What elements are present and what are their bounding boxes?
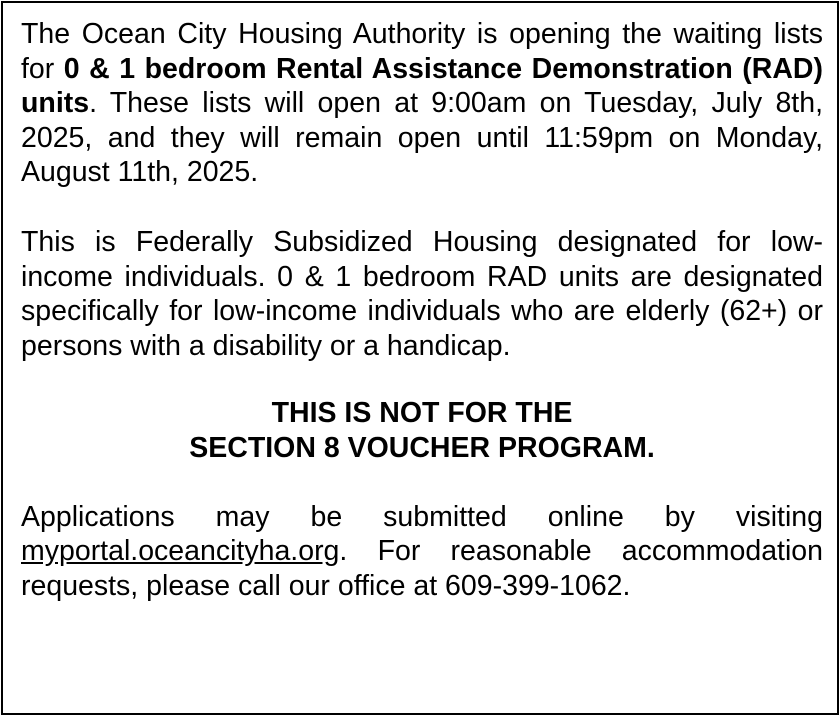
waiting-list-paragraph [21, 17, 823, 190]
waiting-list-dates: . These lists will open at 9:00am on Tuesday, July 8th, 2025, and they will remain open until 11:59pm on Monday, August 11th, 2025. [21, 87, 823, 189]
eligibility-paragraph: This is Federally Subsidized Housing designated for low-income individuals. 0 & 1 bedroom RAD units are designated specifically for low-income individuals who are elderly (62+) or persons with a disability or a handicap. [21, 225, 823, 362]
not-section8-line1: THIS IS NOT FOR THE [271, 397, 573, 430]
portal-link[interactable]: myportal.oceancityha.org [21, 535, 340, 568]
spacer [21, 363, 823, 396]
spacer [21, 190, 823, 225]
notice-content [21, 17, 823, 603]
rad-units-bold: 0 & 1 bedroom Rental Assistance Demonstration (RAD) units [21, 52, 823, 120]
housing-notice [1, 1, 839, 715]
spacer [21, 466, 823, 500]
application-paragraph [21, 500, 823, 604]
waiting-list-intro: The Ocean City Housing Authority is opening the waiting lists for [21, 18, 823, 85]
application-intro: Applications may be submitted online by visiting [21, 500, 823, 533]
accommodation-contact: . For reasonable accommodation requests, please call our office at 609-399-1062. [21, 535, 823, 602]
not-section8-line2: SECTION 8 VOUCHER PROGRAM. [189, 431, 655, 464]
